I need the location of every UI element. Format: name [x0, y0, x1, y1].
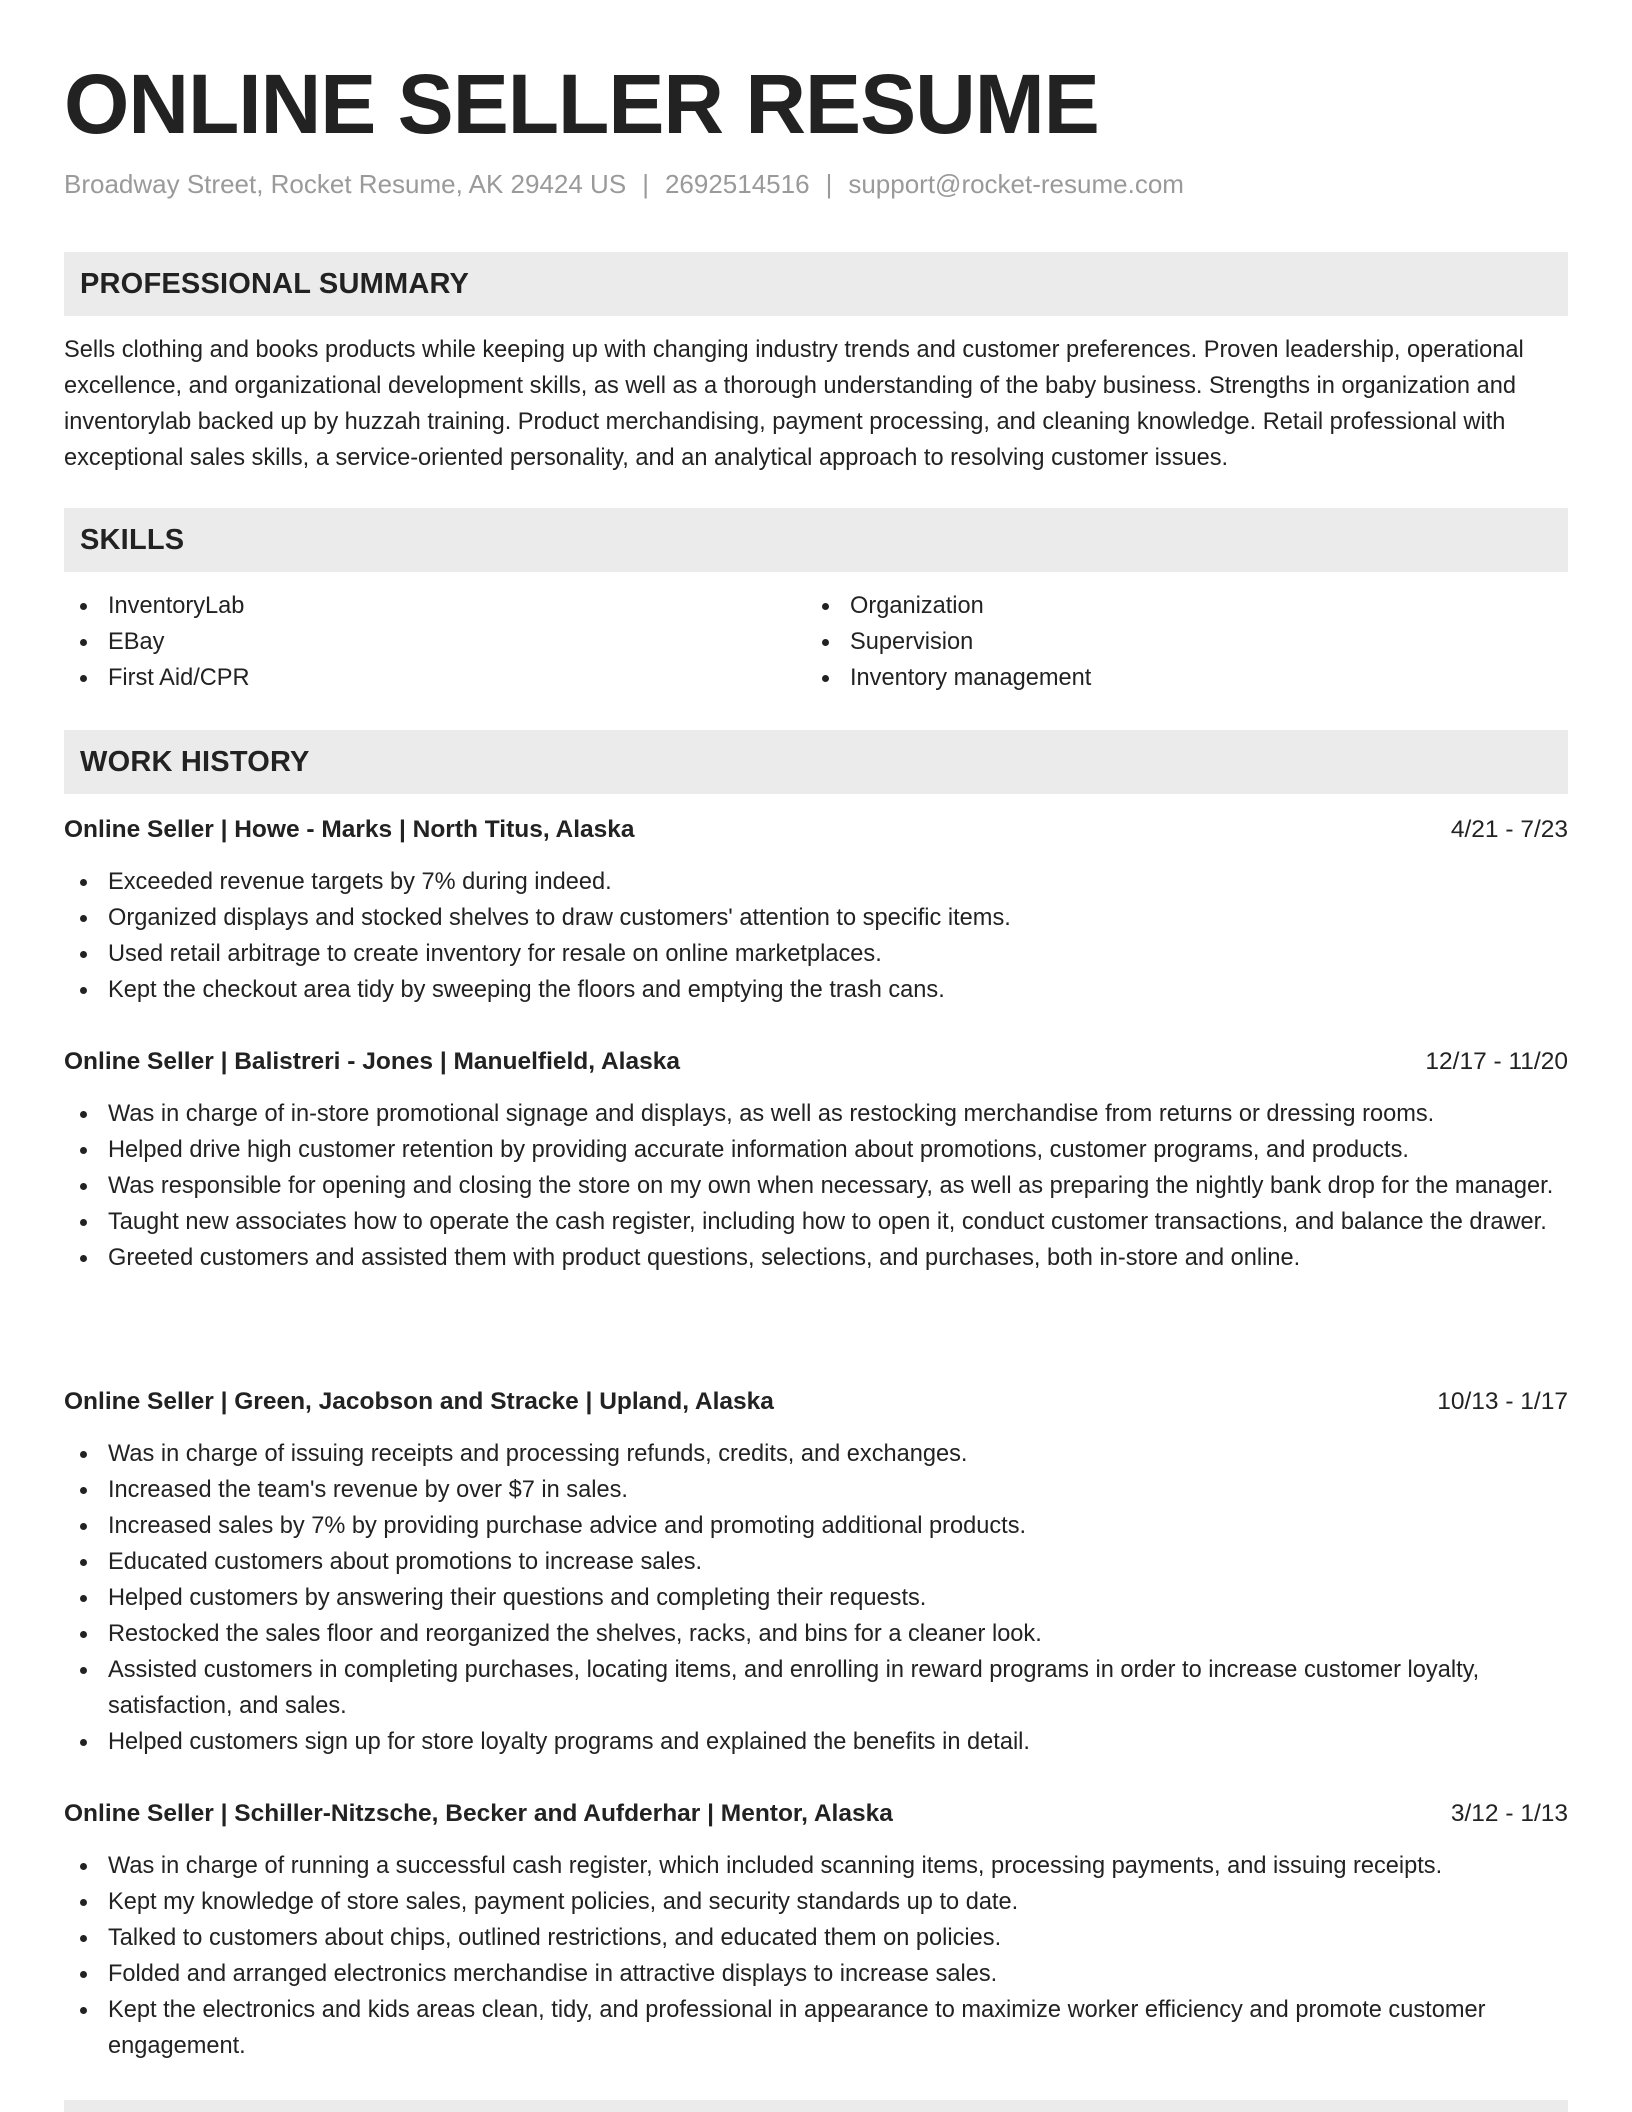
next-section-header	[64, 2100, 1568, 2112]
job-bullet: Educated customers about promotions to increase sales.	[64, 1544, 1568, 1580]
job-bullet: Helped customers by answering their questions and completing their requests.	[64, 1580, 1568, 1616]
summary-paragraph: Sells clothing and books products while keeping up with changing industry trends and customer preferences. Proven leadership, operational excellence, and organizational development skills, as well as a thorough understanding of the baby business. Strengths in organization and inventorylab backed up by huzzah training. Product merchandising, payment processing, and cleaning knowledge. Retail professional with exceptional sales skills, a service-oriented personality, and an analytical approach to resolving customer issues.	[64, 337, 1524, 471]
skill-item: First Aid/CPR	[64, 660, 250, 696]
section-header-work	[64, 730, 1568, 794]
job-bullet: Kept the checkout area tidy by sweeping the floors and emptying the trash cans.	[64, 972, 1568, 1008]
job-entry	[64, 1044, 1568, 1276]
job-bullet: Used retail arbitrage to create inventory for resale on online marketplaces.	[64, 936, 1568, 972]
job-bullet: Helped customers sign up for store loyalty programs and explained the benefits in detail.	[64, 1724, 1568, 1760]
job-title: Online Seller | Schiller-Nitzsche, Becker and Aufderhar | Mentor, Alaska	[64, 1800, 893, 1827]
skill-item: EBay	[64, 624, 250, 660]
job-title: Online Seller | Green, Jacobson and Stracke | Upland, Alaska	[64, 1388, 774, 1415]
section-header-skills	[64, 508, 1568, 572]
skills-column-left	[64, 588, 250, 696]
section-header-summary	[64, 252, 1568, 316]
job-bullet: Assisted customers in completing purchases, locating items, and enrolling in reward programs in order to increase customer loyalty, satisfaction, and sales.	[64, 1652, 1568, 1724]
job-bullet: Kept my knowledge of store sales, payment policies, and security standards up to date.	[64, 1884, 1568, 1920]
job-dates: 3/12 - 1/13	[1450, 1800, 1568, 1827]
job-bullet: Increased sales by 7% by providing purchase advice and promoting additional products.	[64, 1508, 1568, 1544]
contact-separator: |	[825, 169, 833, 199]
contact-address: Broadway Street, Rocket Resume, AK 29424 US	[64, 169, 627, 199]
resume-title: ONLINE SELLER RESUME	[64, 57, 1099, 151]
section-title-skills: SKILLS	[80, 524, 185, 556]
job-title: Online Seller | Howe - Marks | North Titus, Alaska	[64, 816, 635, 843]
job-bullet: Helped drive high customer retention by providing accurate information about promotions, customer programs, and products.	[64, 1132, 1568, 1168]
skill-item: Supervision	[806, 624, 1091, 660]
job-header	[64, 1384, 1568, 1420]
skills-list	[64, 588, 1568, 698]
job-bullet: Folded and arranged electronics merchandise in attractive displays to increase sales.	[64, 1956, 1568, 1992]
contact-separator: |	[642, 169, 649, 199]
skill-item: Organization	[806, 588, 1091, 624]
job-bullet: Taught new associates how to operate the cash register, including how to open it, conduct customer transactions, and balance the drawer.	[64, 1204, 1568, 1240]
contact-line	[64, 166, 1184, 202]
skill-item: Inventory management	[806, 660, 1091, 696]
section-title-summary: PROFESSIONAL SUMMARY	[80, 268, 470, 300]
skills-column-right	[806, 588, 1091, 696]
job-dates: 4/21 - 7/23	[1450, 816, 1568, 843]
job-entry	[64, 1796, 1568, 2064]
job-entry	[64, 1384, 1568, 1760]
job-bullet: Exceeded revenue targets by 7% during indeed.	[64, 864, 1568, 900]
job-bullet: Was in charge of in-store promotional signage and displays, as well as restocking merchandise from returns or dressing rooms.	[64, 1096, 1568, 1132]
job-bullets	[64, 864, 1568, 1008]
job-bullet: Kept the electronics and kids areas clean, tidy, and professional in appearance to maximize worker efficiency and promote customer engagement.	[64, 1992, 1568, 2064]
job-bullet: Organized displays and stocked shelves to draw customers' attention to specific items.	[64, 900, 1568, 936]
skill-item: InventoryLab	[64, 588, 250, 624]
job-bullet: Greeted customers and assisted them with product questions, selections, and purchases, both in-store and online.	[64, 1240, 1568, 1276]
job-bullet: Was in charge of issuing receipts and processing refunds, credits, and exchanges.	[64, 1436, 1568, 1472]
job-bullets	[64, 1436, 1568, 1760]
job-bullet: Talked to customers about chips, outlined restrictions, and educated them on policies.	[64, 1920, 1568, 1956]
job-bullet: Increased the team's revenue by over $7 in sales.	[64, 1472, 1568, 1508]
job-bullets	[64, 1096, 1568, 1276]
job-header	[64, 1796, 1568, 1832]
job-title: Online Seller | Balistreri - Jones | Manuelfield, Alaska	[64, 1048, 680, 1075]
job-dates: 12/17 - 11/20	[1425, 1048, 1568, 1075]
contact-email: support@rocket-resume.com	[848, 169, 1184, 199]
job-header	[64, 1044, 1568, 1080]
job-bullets	[64, 1848, 1568, 2064]
job-dates: 10/13 - 1/17	[1437, 1388, 1568, 1415]
job-bullet: Was responsible for opening and closing the store on my own when necessary, as well as preparing the nightly bank drop for the manager.	[64, 1168, 1568, 1204]
section-title-work: WORK HISTORY	[80, 746, 310, 778]
job-bullet: Was in charge of running a successful cash register, which included scanning items, processing payments, and issuing receipts.	[64, 1848, 1568, 1884]
job-bullet: Restocked the sales floor and reorganized the shelves, racks, and bins for a cleaner look.	[64, 1616, 1568, 1652]
contact-phone: 2692514516	[664, 169, 810, 199]
job-entry	[64, 812, 1568, 1008]
job-header	[64, 812, 1568, 848]
